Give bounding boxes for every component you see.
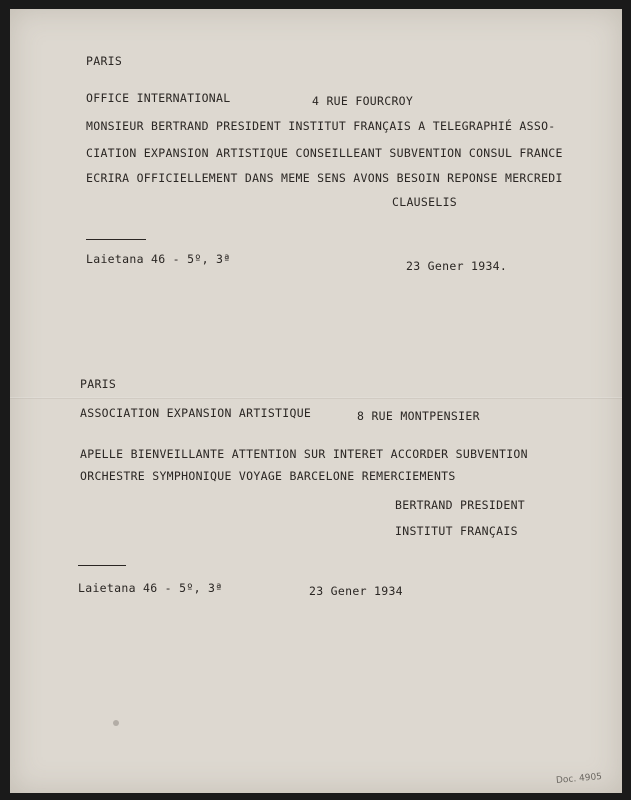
telegram1-addressee: OFFICE INTERNATIONAL <box>86 91 231 105</box>
telegram2-address: 8 RUE MONTPENSIER <box>357 409 480 423</box>
telegram1-sender-address: Laietana 46 - 5º, 3ª <box>86 252 231 266</box>
telegram2-signature-line: INSTITUT FRANÇAIS <box>395 524 518 538</box>
telegram2-body-line: APELLE BIENVEILLANTE ATTENTION SUR INTERET ACCORDER SUBVENTION <box>80 447 528 461</box>
telegram2-date: 23 Gener 1934 <box>309 584 403 598</box>
telegram2-city: PARIS <box>80 377 117 391</box>
telegram1-divider <box>86 239 146 240</box>
telegram2-divider <box>78 565 126 566</box>
telegram2-addressee: ASSOCIATION EXPANSION ARTISTIQUE <box>80 406 312 420</box>
telegram2-signature-line: BERTRAND PRESIDENT <box>395 498 526 512</box>
telegram1-signature: CLAUSELIS <box>392 195 458 209</box>
telegram1-body-line: MONSIEUR BERTRAND PRESIDENT INSTITUT FRANÇAIS A TELEGRAPHIÉ ASSO- <box>86 119 556 133</box>
telegram2-body-line: ORCHESTRE SYMPHONIQUE VOYAGE BARCELONE REMERCIEMENTS <box>80 469 456 483</box>
telegram1-body-line: ECRIRA OFFICIELLEMENT DANS MEME SENS AVONS BESOIN REPONSE MERCREDI <box>86 171 563 185</box>
paper-fold <box>10 397 622 399</box>
telegram2-sender-address: Laietana 46 - 5º, 3ª <box>78 581 223 595</box>
telegram1-date: 23 Gener 1934. <box>406 259 508 273</box>
document-page <box>10 9 622 793</box>
telegram1-address: 4 RUE FOURCROY <box>312 94 414 108</box>
archive-note: Doc. 4905 <box>555 772 603 786</box>
telegram1-city: PARIS <box>86 54 123 68</box>
telegram1-body-line: CIATION EXPANSION ARTISTIQUE CONSEILLEANT SUBVENTION CONSUL FRANCE <box>86 146 563 160</box>
paper-stain <box>113 720 119 726</box>
